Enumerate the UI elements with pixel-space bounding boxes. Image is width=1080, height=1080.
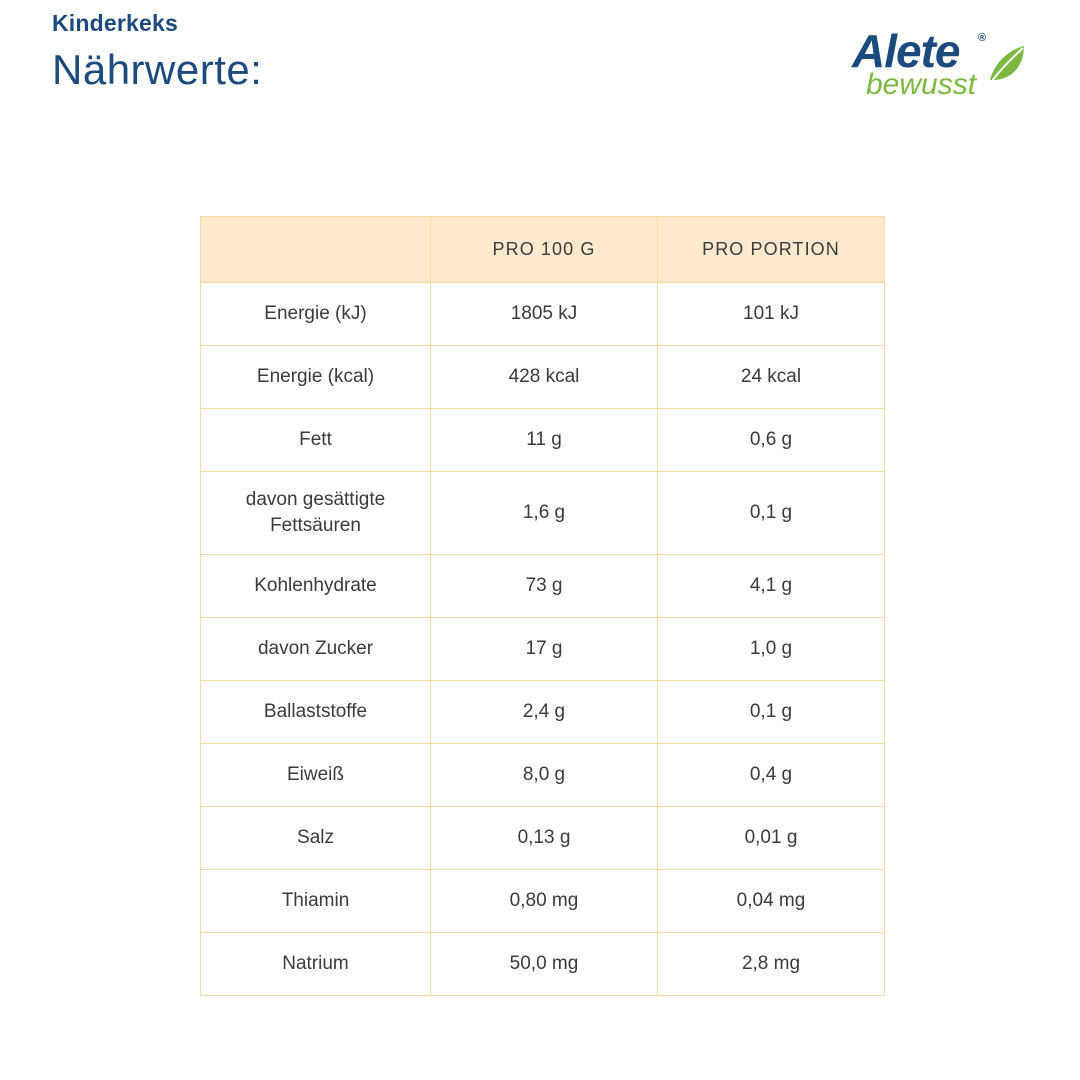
nutrient-value-per-100g: 11 g [431, 409, 658, 472]
table-header [201, 217, 885, 283]
nutrient-label: Salz [201, 807, 431, 870]
nutrient-value-per-100g: 2,4 g [431, 681, 658, 744]
nutrient-value-per-portion: 2,8 mg [658, 933, 885, 996]
nutrient-value-per-portion: 0,1 g [658, 681, 885, 744]
nutrient-value-per-100g: 1,6 g [431, 472, 658, 555]
table-row [201, 618, 885, 681]
table-header-row [201, 217, 885, 283]
nutrient-value-per-portion: 0,4 g [658, 744, 885, 807]
nutrient-label: davon Zucker [201, 618, 431, 681]
table-row [201, 681, 885, 744]
nutrient-label: Eiweiß [201, 744, 431, 807]
nutrient-value-per-portion: 1,0 g [658, 618, 885, 681]
nutrient-label: Energie (kcal) [201, 346, 431, 409]
nutrient-value-per-portion: 0,01 g [658, 807, 885, 870]
nutrition-table [200, 216, 885, 996]
nutrient-value-per-100g: 0,13 g [431, 807, 658, 870]
nutrient-value-per-100g: 50,0 mg [431, 933, 658, 996]
nutrition-table-container [200, 216, 884, 996]
nutrient-value-per-portion: 4,1 g [658, 555, 885, 618]
nutrient-label: Kohlenhydrate [201, 555, 431, 618]
nutrient-value-per-portion: 24 kcal [658, 346, 885, 409]
page-title: Nährwerte: [52, 46, 263, 93]
nutrient-label: Fett [201, 409, 431, 472]
nutrient-value-per-100g: 0,80 mg [431, 870, 658, 933]
table-row [201, 744, 885, 807]
nutrient-value-per-portion: 0,04 mg [658, 870, 885, 933]
table-row [201, 409, 885, 472]
logo-brand-text: Alete [852, 25, 960, 77]
nutrient-label: Thiamin [201, 870, 431, 933]
table-row [201, 472, 885, 555]
column-header-per-portion: PRO PORTION [658, 217, 885, 283]
table-row [201, 283, 885, 346]
table-row [201, 870, 885, 933]
column-header-per-100g: PRO 100 G [431, 217, 658, 283]
nutrient-value-per-portion: 0,1 g [658, 472, 885, 555]
nutrient-label: Energie (kJ) [201, 283, 431, 346]
column-header-label [201, 217, 431, 283]
nutrient-label: Ballaststoffe [201, 681, 431, 744]
product-name: Kinderkeks [52, 10, 179, 36]
nutrient-value-per-portion: 0,6 g [658, 409, 885, 472]
table-row [201, 807, 885, 870]
nutrient-label: davon gesättigte Fettsäuren [201, 472, 431, 555]
nutrient-label: Natrium [201, 933, 431, 996]
table-row [201, 555, 885, 618]
nutrient-value-per-100g: 73 g [431, 555, 658, 618]
nutrient-value-per-100g: 8,0 g [431, 744, 658, 807]
alete-bewusst-logo [852, 25, 1032, 114]
table-row [201, 346, 885, 409]
registered-trademark-icon: ® [978, 32, 987, 44]
nutrient-value-per-100g: 1805 kJ [431, 283, 658, 346]
nutrient-value-per-100g: 428 kcal [431, 346, 658, 409]
logo-tagline-text: bewusst [866, 68, 977, 101]
table-body [201, 283, 885, 996]
nutrient-value-per-portion: 101 kJ [658, 283, 885, 346]
leaf-icon [984, 42, 1028, 86]
nutrient-value-per-100g: 17 g [431, 618, 658, 681]
table-row [201, 933, 885, 996]
